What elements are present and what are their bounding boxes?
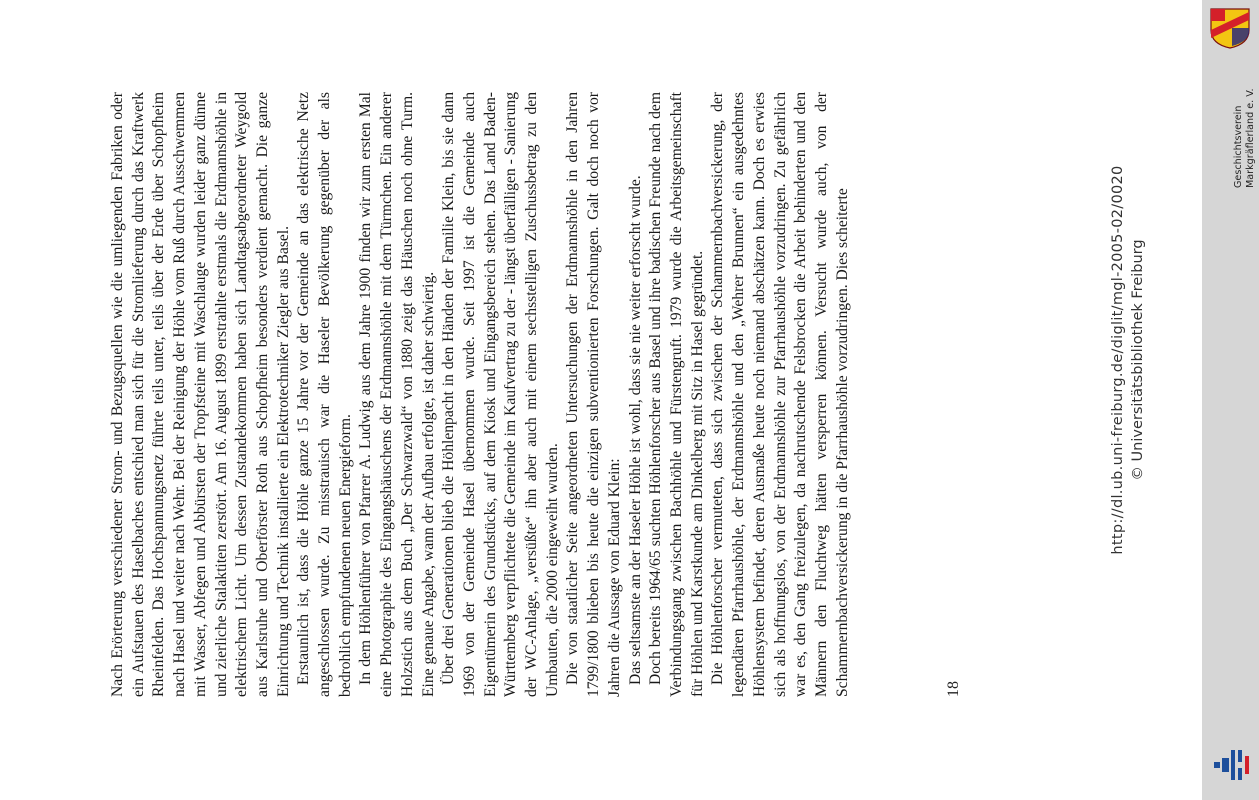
body-text bbox=[108, 92, 853, 697]
society-name-line2: Markgräflerland e. V. bbox=[1245, 88, 1256, 188]
ub-freiburg-logo-icon bbox=[1212, 748, 1252, 782]
coat-of-arms-icon bbox=[1207, 6, 1253, 50]
society-name bbox=[1233, 48, 1257, 188]
shield-corner bbox=[1211, 9, 1225, 21]
paragraph: In dem Höhlenführer von Pfarrer A. Ludwig aus dem Jahre 1900 finden wir zum ersten Mal eine Photographie des Eingangshäuschens der Erdmannshöhle mit dem Türmchen. Ein anderer Holzstich aus dem Buch „Der Schwarzwald“ von 1880 zeigt das Häuschen noch ohne Turm. Eine genaue Angabe, wann der Aufbau erfolgte, ist daher schwierig. bbox=[357, 92, 437, 697]
paragraph: Die Höhlenforscher vermuteten, dass sich zwischen der Schammernbachversickerung, der legendären Pfarrhaushöhle, der Erdmannshöhle und den „Wehrer Brunnen“ ein ausgedehntes Höhlensystem befindet, deren Ausmaße heute noch niemand abschätzen kann. Doch es erwies sich als hoffnungslos, von der Erdmannshöhle zur Pfarrhaushöhle vorzudringen. Zu gefährlich war es, den Gang freizulegen, da nachrutschende Felsbrocken die Arbeit behinderten und den Männern den Fluchtweg hätten versperren können. Versucht wurde auch, von der Schammernbachversickerung in die Pfarrhaushöhle vorzudringen. Dies scheiterte bbox=[709, 92, 851, 697]
paragraph: Das seltsamste an der Haseler Höhle ist wohl, dass sie nie weiter erforscht wurde. bbox=[626, 175, 644, 685]
paragraph: Über drei Generationen blieb die Höhlenpacht in den Händen der Familie Klein, bis sie dann 1969 von der Gemeinde Hasel übernommen wurde. Seit 1997 ist die Gemeinde auch Eigentümerin des Grundstücks, auf dem Kiosk und Eingangsbereich stehen. Das Land Baden-Württemberg verpflichtete die Gemeinde im Kaufvertrag zu der - längst überfälligen - Sanierung der WC-Anlage, „versüßte“ ihn aber auch mit einem sechsstelligen Zuschussbetrag zu den Umbauten, die 2000 eingeweiht wurden. bbox=[440, 92, 561, 697]
paragraph: Doch bereits 1964/65 suchten Höhlenforscher aus Basel und ihre badischen Freunde nach dem Verbindungsgang zwischen Bachhöhle und Fürstengruft. 1979 wurde die Arbeitsgemeinschaft für Höhlen und Karstkunde am Dinkelberg mit Sitz in Hasel gegründet. bbox=[647, 92, 706, 697]
paragraph: Erstaunlich ist, dass die Höhle ganze 15 Jahre vor der Gemeinde an das elektrische Netz angeschlossen wurde. Zu misstrauisch war die Haseler Bevölkerung gegenüber der als bedrohlich empfundenen neuen Energieform. bbox=[295, 92, 354, 697]
page-number: 18 bbox=[945, 681, 962, 697]
rotated-page-content bbox=[0, 15, 1202, 705]
side-strip bbox=[1202, 0, 1259, 800]
permalink-url[interactable]: http://dl.ub.uni-freiburg.de/diglit/mgl-2005-02/0020 bbox=[1110, 165, 1126, 555]
paragraph: Nach Erörterung verschiedener Strom- und Bezugsquellen wie die umliegenden Fabriken oder ein Aufstauen des Haselbaches entschied man sich für die Stromlieferung durch das Kraftwerk Rheinfelden. Das Hochspannungsnetz führte teils unter, teils über der Erde über Schopfheim nach Hasel und weiter nach Wehr. Bei der Reinigung der Höhle vom Ruß durch Ausschwemmen mit Wasser, Abfegen und Abbürsten der Tropfsteine mit Waschlauge wurden leider ganz dünne und zierliche Stalaktiten zerstört. Am 16. August 1899 erstrahlte erstmals die Erdmannshöhle in elektrischem Licht. Um dessen Zustandekommen haben sich Landtagsabgeordneter Weygold aus Karlsruhe und Oberförster Roth aus Schopfheim besonders verdient gemacht. Die ganze Einrichtung und Technik installierte ein Elektrotechniker Ziegler aus Basel. bbox=[109, 92, 292, 697]
society-name-line1: Geschichtsverein bbox=[1233, 105, 1244, 188]
paragraph: Die von staatlicher Seite angeordneten Untersuchungen der Erdmannshöhle in den Jahren 1799/1800 blieben bis heute die einzigen subventionierten Forschungen. Galt doch noch vor Jahren die Aussage von Eduard Klein: bbox=[564, 92, 623, 697]
copyright-notice: © Universitätsbibliothek Freiburg bbox=[1130, 239, 1146, 481]
